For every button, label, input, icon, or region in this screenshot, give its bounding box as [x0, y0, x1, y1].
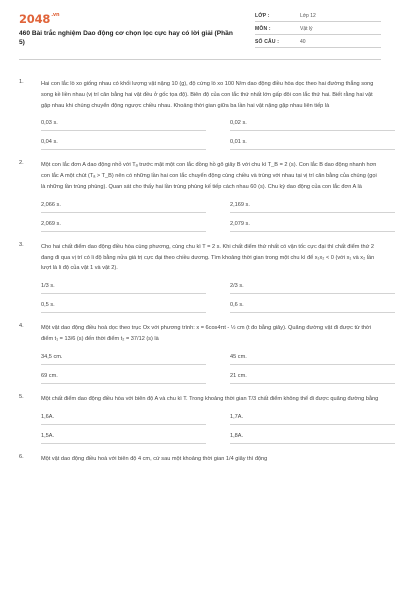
answer-option[interactable]: 1,8A.: [230, 429, 395, 444]
info-value: 40: [300, 39, 306, 45]
answer-option[interactable]: 34,5 cm.: [41, 350, 206, 365]
question-item: [19, 394, 381, 444]
info-label: SỐ CÂU :: [255, 39, 280, 45]
question-item: [19, 454, 381, 465]
question-text: Một con lắc đơn A dao động nhỏ với Tₐ trước mặt một con lắc đồng hồ gõ giây B với chu kì T_B = 2 (s). Con lắc B dao động nhanh hơn con lắc A một chút (Tₐ > T_B) nên có những lần hai con lắc chuyển động cùng chiều và trùng với nhau tại vị trí cân bằng của chúng (gọi là những lần trùng phùng). Quan sát cho thấy hai lần trùng phùng kế tiếp cách nhau 60 (s). Chu kỳ dao động của con lắc đơn A là: [41, 162, 377, 190]
question-text: Một vật dao động điều hoà dọc theo trục Ox với phương trình: x = 6cos4πt - ½ cm (t đo bằng giây). Quãng đường vật đi được từ thời điểm t₁ = 13/6 (s) đến thời điểm t₂ = 37/12 (s) là: [41, 325, 371, 342]
answer-option[interactable]: 0,03 s.: [41, 116, 206, 131]
answer-option[interactable]: 0,5 s.: [41, 298, 206, 313]
answer-option[interactable]: 1/3 s.: [41, 279, 206, 294]
info-value: Vật lý: [300, 26, 313, 32]
answer-option[interactable]: 21 cm.: [230, 369, 395, 384]
info-row-class: [255, 12, 381, 22]
question-number: 2.: [19, 160, 24, 167]
info-panel: [255, 12, 381, 51]
question-item: [19, 160, 381, 231]
question-number: 3.: [19, 241, 24, 248]
question-number: 4.: [19, 323, 24, 330]
question-text: Một chất điểm dao động điều hòa với biên độ A và chu kì T. Trong khoảng thời gian T/3 chất điểm không thể đi được quãng đường bằng: [41, 395, 379, 402]
page-title: 460 Bài trắc nghiệm Dao động cơ chọn lọc cực hay có lời giải (Phần 5): [19, 30, 233, 46]
answer-option[interactable]: 2,066 s.: [41, 198, 206, 213]
info-value: Lớp 12: [300, 13, 316, 19]
answer-option[interactable]: 1,7A.: [230, 410, 395, 425]
question-number: 5.: [19, 393, 24, 400]
question-item: [19, 323, 381, 384]
answer-options: [41, 198, 381, 232]
question-item: [19, 79, 381, 150]
header: [19, 12, 381, 52]
answer-options: [41, 279, 381, 313]
answer-option[interactable]: 0,04 s.: [41, 135, 206, 150]
question-item: [19, 242, 381, 313]
answer-option[interactable]: 0,01 s.: [230, 135, 395, 150]
answer-option[interactable]: 2,169 s.: [230, 198, 395, 213]
header-divider: [19, 59, 381, 60]
answer-option[interactable]: 2,069 s.: [41, 217, 206, 232]
answer-option[interactable]: 1,5A.: [41, 429, 206, 444]
info-row-subject: [255, 25, 381, 35]
answer-option[interactable]: 69 cm.: [41, 369, 206, 384]
answer-option[interactable]: 0,02 s.: [230, 116, 395, 131]
question-text: Hai con lắc lò xo giống nhau có khối lượng vật nặng 10 (g), độ cứng lò xo 100 N/m dao động điều hòa dọc theo hai đường thẳng song song kề liền nhau (vị trí cân bằng hai vật đều ở gốc tọa độ). Biên độ của con lắc thứ nhất lớn gấp đôi con lắc thứ hai. Biết rằng hai vật gặp nhau khi chúng chuyển động ngược chiều nhau. Khoảng thời gian giữa ba lần hai vật nặng gặp nhau liên tiếp là: [41, 81, 374, 109]
info-label: MÔN :: [255, 26, 271, 32]
info-label: LỚP :: [255, 13, 270, 19]
site-logo[interactable]: $2048^{.vn}$: [19, 12, 60, 26]
info-row-count: [255, 38, 381, 48]
answer-option[interactable]: 0,6 s.: [230, 298, 395, 313]
answer-option[interactable]: 45 cm.: [230, 350, 395, 365]
question-number: 6.: [19, 453, 24, 460]
question-number: 1.: [19, 79, 24, 85]
answer-option[interactable]: 2/3 s.: [230, 279, 395, 294]
question-text: Một vật dao động điều hoà với biên độ 4 cm, cứ sau một khoảng thời gian 1/4 giây thì động: [41, 455, 268, 462]
answer-option[interactable]: 1,6A.: [41, 410, 206, 425]
answer-options: [41, 410, 381, 444]
question-text: Cho hai chất điểm dao động điều hòa cùng phương, cùng chu kì T = 2 s. Khi chất điểm thứ nhất có vận tốc cực đại thì chất điểm thứ 2 đang đi qua vị trí có li độ bằng nửa giá trị cực đại theo chiều dương. Tìm khoảng thời gian trong một chu kì để x₁x₂ < 0 (với x₁ và x₂ lần lượt là li độ của vật 1 và vật 2).: [41, 243, 375, 272]
answer-options: [41, 116, 381, 150]
answer-option[interactable]: 2,079 s.: [230, 217, 395, 232]
question-list: [19, 79, 381, 468]
answer-options: [41, 350, 381, 384]
